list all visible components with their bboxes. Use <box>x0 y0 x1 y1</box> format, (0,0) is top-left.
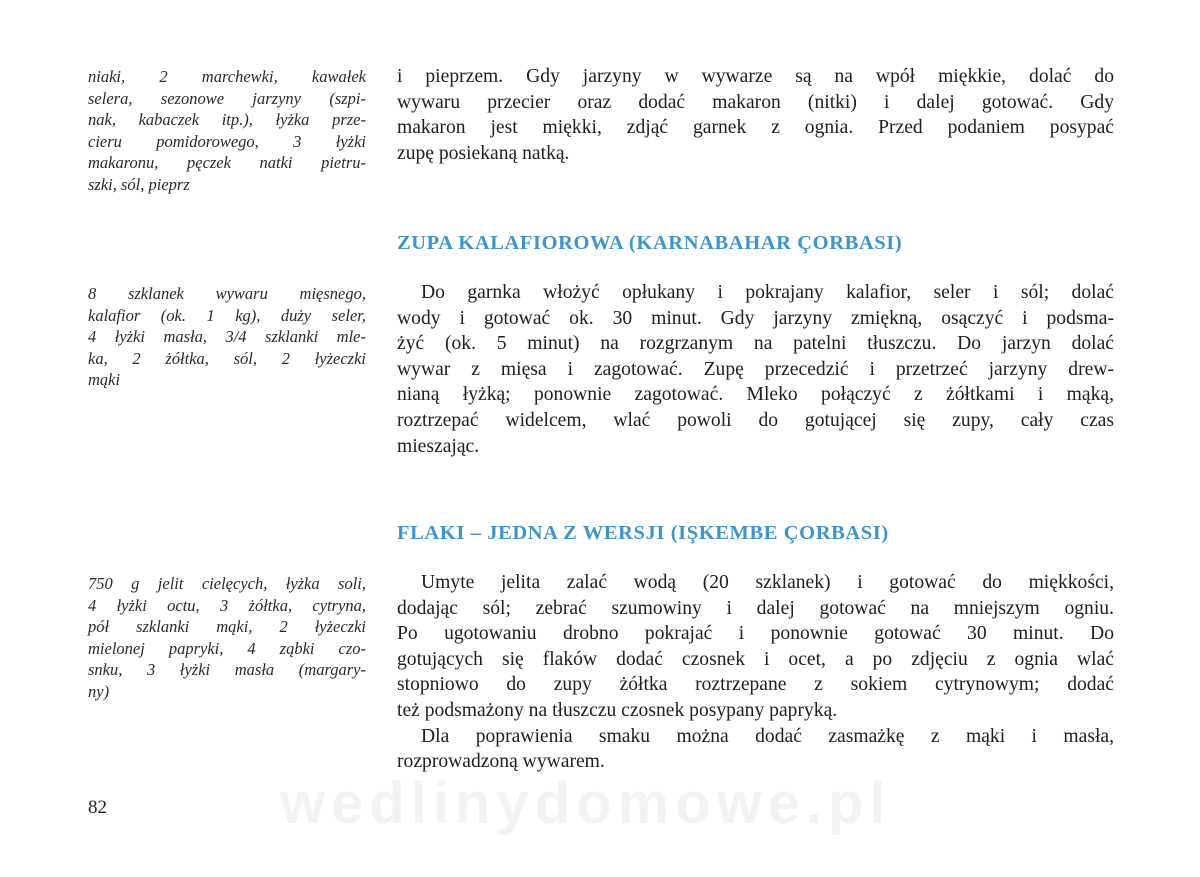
body-line: i pieprzem. Gdy jarzyny w wywarze są na wpół miękkie, dolać do <box>397 66 1114 87</box>
ingredient-line: makaronu, pęczek natki pietru- <box>88 153 366 172</box>
ingredient-line: 4 łyżki octu, 3 żółtka, cytryna, <box>88 595 366 615</box>
body-line: roztrzepać widelcem, wlać powoli do gotującej się zupy, cały czas <box>397 409 1114 431</box>
watermark: wedlinydomowe.pl <box>280 771 892 836</box>
body-line: wody i gotować ok. 30 minut. Gdy jarzyny zmiękną, osączyć i podsma- <box>397 307 1114 329</box>
ingredient-line: selera, sezonowe jarzyny (szpi- <box>88 88 366 108</box>
ingredients-list-cauliflower-soup <box>88 283 366 391</box>
ingredient-line: 8 szklanek wywaru mięsnego, <box>88 284 366 303</box>
body-line: wywaru przecier oraz dodać makaron (nitki) i dalej gotować. Gdy <box>397 91 1114 113</box>
body-line: dodając sól; zebrać szumowiny i dalej gotować na mniejszym ogniu. <box>397 597 1114 619</box>
body-line: stopniowo do zupy żółtka roztrzepane z sokiem cytrynowym; dodać <box>397 674 1114 696</box>
body-line: zupę posiekaną natką. <box>397 142 570 164</box>
body-line: Dla poprawienia smaku można dodać zasmażkę z mąki i masła, <box>421 725 1114 747</box>
body-line: rozprowadzoną wywarem. <box>397 751 605 773</box>
ingredient-line: niaki, 2 marchewki, kawałek <box>88 67 366 86</box>
body-line: Umyte jelita zalać wodą (20 szklanek) i gotować do miękkości, <box>421 572 1114 593</box>
ingredient-line: pół szklanki mąki, 2 łyżeczki <box>88 617 366 636</box>
ingredient-line: ka, 2 żółtka, sól, 2 łyżeczki <box>88 348 366 368</box>
body-line: nianą łyżką; ponownie zagotować. Mleko połączyć z żółtkami i mąką, <box>397 384 1114 406</box>
body-line: żyć (ok. 5 minut) na rozgrzanym na patelni tłuszczu. Do jarzyn dolać <box>397 333 1114 355</box>
recipe-text-cauliflower-soup <box>397 280 1114 459</box>
ingredient-line: szki, sól, pieprz <box>88 174 190 194</box>
body-line: mieszając. <box>397 435 480 457</box>
recipe-heading-cauliflower-soup: ZUPA KALAFIOROWA (KARNABAHAR ÇORBASI) <box>397 232 903 254</box>
ingredient-line: nak, kabaczek itp.), łyżka prze- <box>88 110 366 129</box>
ingredient-line: 750 g jelit cielęcych, łyżka soli, <box>88 574 366 593</box>
body-line: wywar z mięsa i zagotować. Zupę przecedzić i przetrzeć jarzyny drew- <box>397 358 1114 380</box>
recipe-heading-tripe-soup: FLAKI – JEDNA Z WERSJI (IŞKEMBE ÇORBASI) <box>397 522 889 544</box>
ingredient-line: ny) <box>88 681 110 701</box>
page-number: 82 <box>88 797 107 818</box>
ingredient-line: 4 łyżki masła, 3/4 szklanki mle- <box>88 327 366 346</box>
ingredient-line: kalafior (ok. 1 kg), duży seler, <box>88 305 366 325</box>
body-line: też podsmażony na tłuszczu czosnek posypany papryką. <box>397 699 838 721</box>
ingredient-line: cieru pomidorowego, 3 łyżki <box>88 131 366 151</box>
ingredients-list-vegetable-soup <box>88 66 366 195</box>
ingredients-list-tripe-soup <box>88 573 366 702</box>
body-line: Do garnka włożyć opłukany i pokrajany kalafior, seler i sól; dolać <box>421 282 1114 303</box>
ingredient-line: mielonej papryki, 4 ząbki czo- <box>88 638 366 658</box>
recipe-text-vegetable-soup <box>397 64 1114 166</box>
ingredient-line: mąki <box>88 370 121 389</box>
ingredient-line: snku, 3 łyżki masła (margary- <box>88 660 366 679</box>
body-line: Po ugotowaniu drobno pokrajać i ponownie gotować 30 minut. Do <box>397 623 1114 645</box>
body-line: gotujących się flaków dodać czosnek i ocet, a po zdjęciu z ognia wlać <box>397 648 1114 670</box>
recipe-text-tripe-soup <box>397 570 1114 775</box>
body-line: makaron jest miękki, zdjąć garnek z ognia. Przed podaniem posypać <box>397 117 1114 139</box>
